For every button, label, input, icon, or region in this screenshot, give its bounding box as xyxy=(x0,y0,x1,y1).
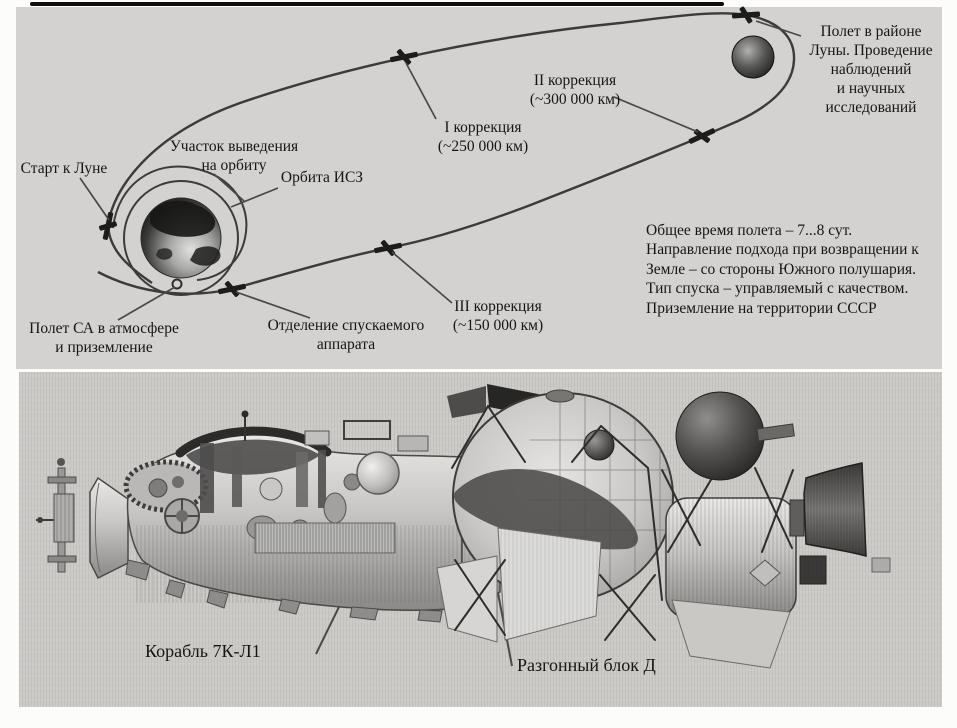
roof-box xyxy=(305,431,329,445)
spacecraft-mark-icon xyxy=(685,122,718,150)
leader-descent xyxy=(118,287,175,320)
skirt-panel-left xyxy=(437,556,497,642)
label-correction-1: I коррекция (~250 000 км) xyxy=(437,119,529,155)
spherical-tank xyxy=(357,452,399,494)
info-line: Приземление на территории СССР xyxy=(646,299,877,317)
instrument-detail xyxy=(172,476,184,488)
moon xyxy=(732,36,774,78)
label-ship-7k-l1: Корабль 7К-Л1 xyxy=(145,641,261,661)
instrument-detail xyxy=(149,479,167,497)
info-line: Земле – со стороны Южного полушария. xyxy=(646,260,917,278)
leader-ascent xyxy=(214,174,244,201)
oxidizer-sphere xyxy=(676,392,764,480)
info-line: Тип спуска – управляемый с качеством. xyxy=(646,280,909,298)
earth xyxy=(141,198,221,278)
spacecraft-mark-icon xyxy=(731,5,760,25)
info-line: Направление подхода при возвращении к xyxy=(646,241,919,259)
docking-antenna-assembly xyxy=(36,458,76,572)
upper-panel-small xyxy=(447,386,486,418)
machinery xyxy=(324,493,346,523)
leader-corr1 xyxy=(406,63,436,119)
leader-start xyxy=(80,178,109,220)
label-separation: Отделение спускаемого аппарата xyxy=(267,317,425,353)
equipment-column xyxy=(232,447,242,507)
aft-detail xyxy=(872,558,890,572)
spacecraft-mark-icon xyxy=(372,236,403,260)
label-moon-flyby: Полет в районе Луны. Проведение наблюдений и научных исследований xyxy=(809,23,933,116)
label-descent-landing: Полет СА в атмосфере и приземление xyxy=(29,320,179,356)
label-ascent-segment: Участок выведения на орбиту xyxy=(169,138,299,174)
mission-info-block xyxy=(646,221,956,318)
leader-separation xyxy=(236,292,310,318)
label-start-line: Старт к Луне xyxy=(20,160,108,177)
spacecraft-drawing xyxy=(36,384,890,668)
spacecraft-mark-icon xyxy=(216,277,247,301)
equipment-column xyxy=(296,452,308,507)
label-correction-3: III коррекция (~150 000 км) xyxy=(452,298,544,334)
equipment-column xyxy=(318,450,326,508)
label-start-to-moon xyxy=(12,159,116,178)
antenna-tip xyxy=(242,411,249,418)
scan-artifact-line xyxy=(30,2,724,6)
info-line: Общее время полета – 7...8 сут. xyxy=(646,222,853,239)
roof-frame xyxy=(344,421,390,439)
equipment-column xyxy=(200,443,214,513)
label-earth-orbit: Орбита ИСЗ xyxy=(280,169,364,186)
tank-cap xyxy=(546,390,574,402)
label-correction-2: II коррекция (~300 000 км) xyxy=(529,72,621,108)
engine-throat xyxy=(790,500,804,536)
spacecraft-mark-icon xyxy=(388,45,419,69)
roof-box xyxy=(398,436,428,451)
leader-corr3 xyxy=(392,252,452,303)
label-block-d: Разгонный блок Д xyxy=(517,655,656,675)
machinery xyxy=(260,478,282,500)
